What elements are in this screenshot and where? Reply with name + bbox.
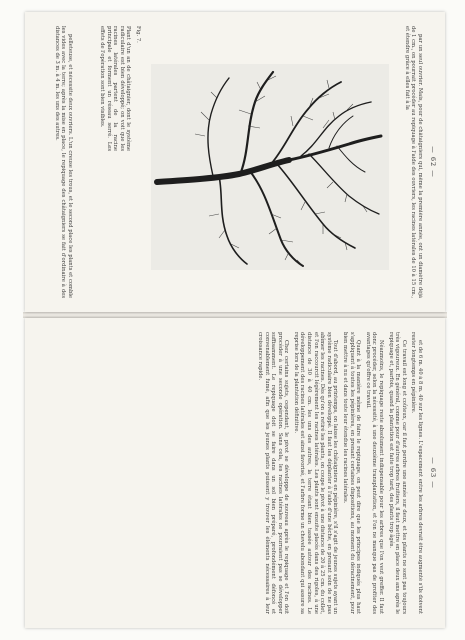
paragraph: et de 6 m. 40 à 8 m. 40 sur les lignes. L'espacement entre les arbres devrait être augmenté s'ils doivent rester longtemps en pépinière.	[410, 332, 423, 614]
paragraph: Néanmoins, le repiquage reste absolument indispensable pour les arbres que l'on veut greffer. Il faut donc procéder, selon la nécessité, à une deuxième transplantation, et l'on ne manque pas de profiter des avantages qu'offre ce travail.	[364, 332, 385, 614]
left-page	[25, 12, 445, 312]
figure-caption	[83, 26, 141, 151]
left-bottom-paragraph	[31, 26, 73, 298]
right-body-text	[33, 332, 423, 614]
paragraph: pelleteuse, et nécessite deux ouvriers. L'un creuse les trous, et le second place les plants et comble les vides avec la terre; après la mise en place, le repiquage des châtaigniers se fait d'ordinaire à des distances de 3 m. à 4 m. les uns des autres.	[53, 26, 73, 298]
paragraph: Chez certains sujets, cependant, le pivot se développe de nouveau après le repiquage et l'on doit procéder à une seconde opération. Sans cela, les racines latérales ne pourraient pas se développer suffisamment. Le repiquage doit se faire dans un sol bien préparé, profondément défoncé et convenablement fumé, afin que les jeunes plants puissent y trouver les éléments nécessaires à leur croissance rapide.	[256, 332, 290, 614]
paragraph: Quant à la manière même de faire le repiquage, on peut dire que les principes indiqués plus haut s'appliquent à toutes les pépinières, en prenant certaines dispositions, au moment du déracinement, pour bien mettre à nu et dans toute leur étendue les racines latérales.	[342, 332, 362, 614]
chestnut-seedling-roots-image	[151, 64, 389, 270]
caption-label: Fig. 7.	[135, 26, 141, 43]
root-system-photograph	[151, 64, 389, 270]
paragraph: par un seul ouvrier. Mais, pour de châtaigniers qui, même la première année, ont un diamètre déjà de 1 cm., on pourrait procéder au repiquage à l'aide des ouvriers, les racines latérales de 10 à 15 cm., et étendre grâce à elles fait à la	[403, 26, 423, 298]
paragraph: Tout d'abord, au printemps, on laisse les châtaigniers en pépinière, s'il s'agit de jeunes sujets ayant un système radiculaire bien développé. Il faut les déplanter à l'aide d'une bêche, en prenant soin de ne pas abîmer les racines. Dès qu'on a retiré les plants, on coupe le pivot à une distance de 20 à 25 cm. du collet, et l'on raccourcit légèrement les racines latérales. Les plants sont ensuite placés dans des rigoles, à une distance de 30 à 40 cm. les uns des autres, la terre étant bien tassée autour des racines. Le développement des racines latérales est ainsi favorisé, et l'arbre forme un chevelu abondant qui assure sa reprise lors de la plantation définitive.	[292, 332, 339, 614]
paragraph: Ce travail est long et coûteux, car il faut perdre une année sur deux, et les plants ne sont pas toujours très vigoureux. En général, comme pour d'autres arbres fruitiers, il faut mettre en place deux ans après le repiquage et, parfois, quand la plantation est faite trop tard, des plants trop âgés.	[387, 332, 407, 614]
right-page	[25, 318, 445, 628]
page-number-left: — 62 —	[429, 146, 437, 178]
page-number-right: — 63 —	[429, 457, 437, 489]
caption-text: Plant d'un an de châtaignier, dont le système radiculaire est bien développé; on voit que les racines latérales partent de la racine principale et forment un réseau serré. Les effets de l'opération sont bien visibles.	[99, 26, 132, 151]
left-top-paragraph	[393, 26, 423, 298]
